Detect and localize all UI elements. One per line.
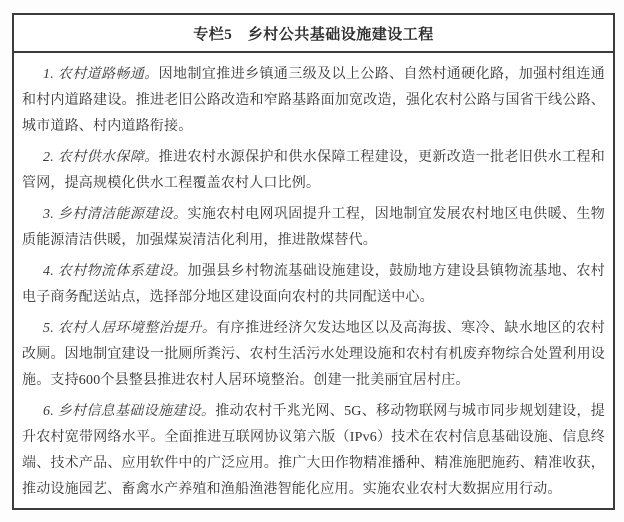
item-2-text: 推进农村水源保护和供水保障工程建设，更新改造一批老旧供水工程和管网，提高规模化供水工程覆盖农村人口比例。 (22, 150, 606, 191)
item-5-text: 有序推进经济欠发达地区以及高海拔、寒冷、缺水地区的农村改厕。因地制宜建设一批厕所粪污、农村生活污水处理设施和农村有机废弃物综合处置利用设施。支持600个县整县推进农村人居环境整治。创建一批美丽宜居村庄。 (22, 321, 605, 388)
item-6-lead: 6. 乡村信息基础设施建设。 (43, 404, 216, 419)
item-3-lead: 3. 乡村清洁能源建设。 (43, 207, 188, 222)
panel-header (14, 15, 613, 53)
list-item-5 (22, 316, 605, 394)
column-panel (12, 13, 615, 510)
item-1-lead: 1. 农村道路畅通。 (43, 67, 159, 82)
item-6-text: 推动农村千兆光网、5G、移动物联网与城市同步规划建设，提升农村宽带网络水平。全面推进互联网协议第六版（IPv6）技术在农村信息基础设施、信息终端、技术产品、应用软件中的广泛应用。推广大田作物精准播种、精准施肥施药、精准收获，推动设施园艺、畜禽水产养殖和渔船渔港智能化应用。实施农业农村大数据应用行动。 (22, 404, 605, 497)
list-item-2 (22, 145, 605, 197)
item-4-text: 加强县乡村物流基础设施建设，鼓励地方建设县镇物流基地、农村电子商务配送站点，选择部分地区建设面向农村的共同配送中心。 (22, 264, 605, 305)
panel-title: 专栏5 乡村公共基础设施建设工程 (193, 26, 434, 43)
list-item-6 (22, 399, 605, 503)
list-item-3 (22, 202, 605, 254)
item-1-text: 因地制宜推进乡镇通三级及以上公路、自然村通硬化路，加强村组连通和村内道路建设。推进老旧公路改造和窄路基路面加宽改造，强化农村公路与国省干线公路、城市道路、村内道路衔接。 (22, 67, 606, 134)
item-3-text: 实施农村电网巩固提升工程，因地制宜发展农村地区电供暖、生物质能源清洁供暖，加强煤炭清洁化利用，推进散煤替代。 (22, 207, 605, 248)
panel-body (14, 53, 613, 503)
list-item-1 (22, 62, 605, 140)
item-2-lead: 2. 农村供水保障。 (43, 150, 159, 165)
item-4-lead: 4. 农村物流体系建设。 (43, 264, 188, 279)
list-item-4 (22, 259, 605, 311)
item-5-lead: 5. 农村人居环境整治提升。 (43, 321, 217, 336)
